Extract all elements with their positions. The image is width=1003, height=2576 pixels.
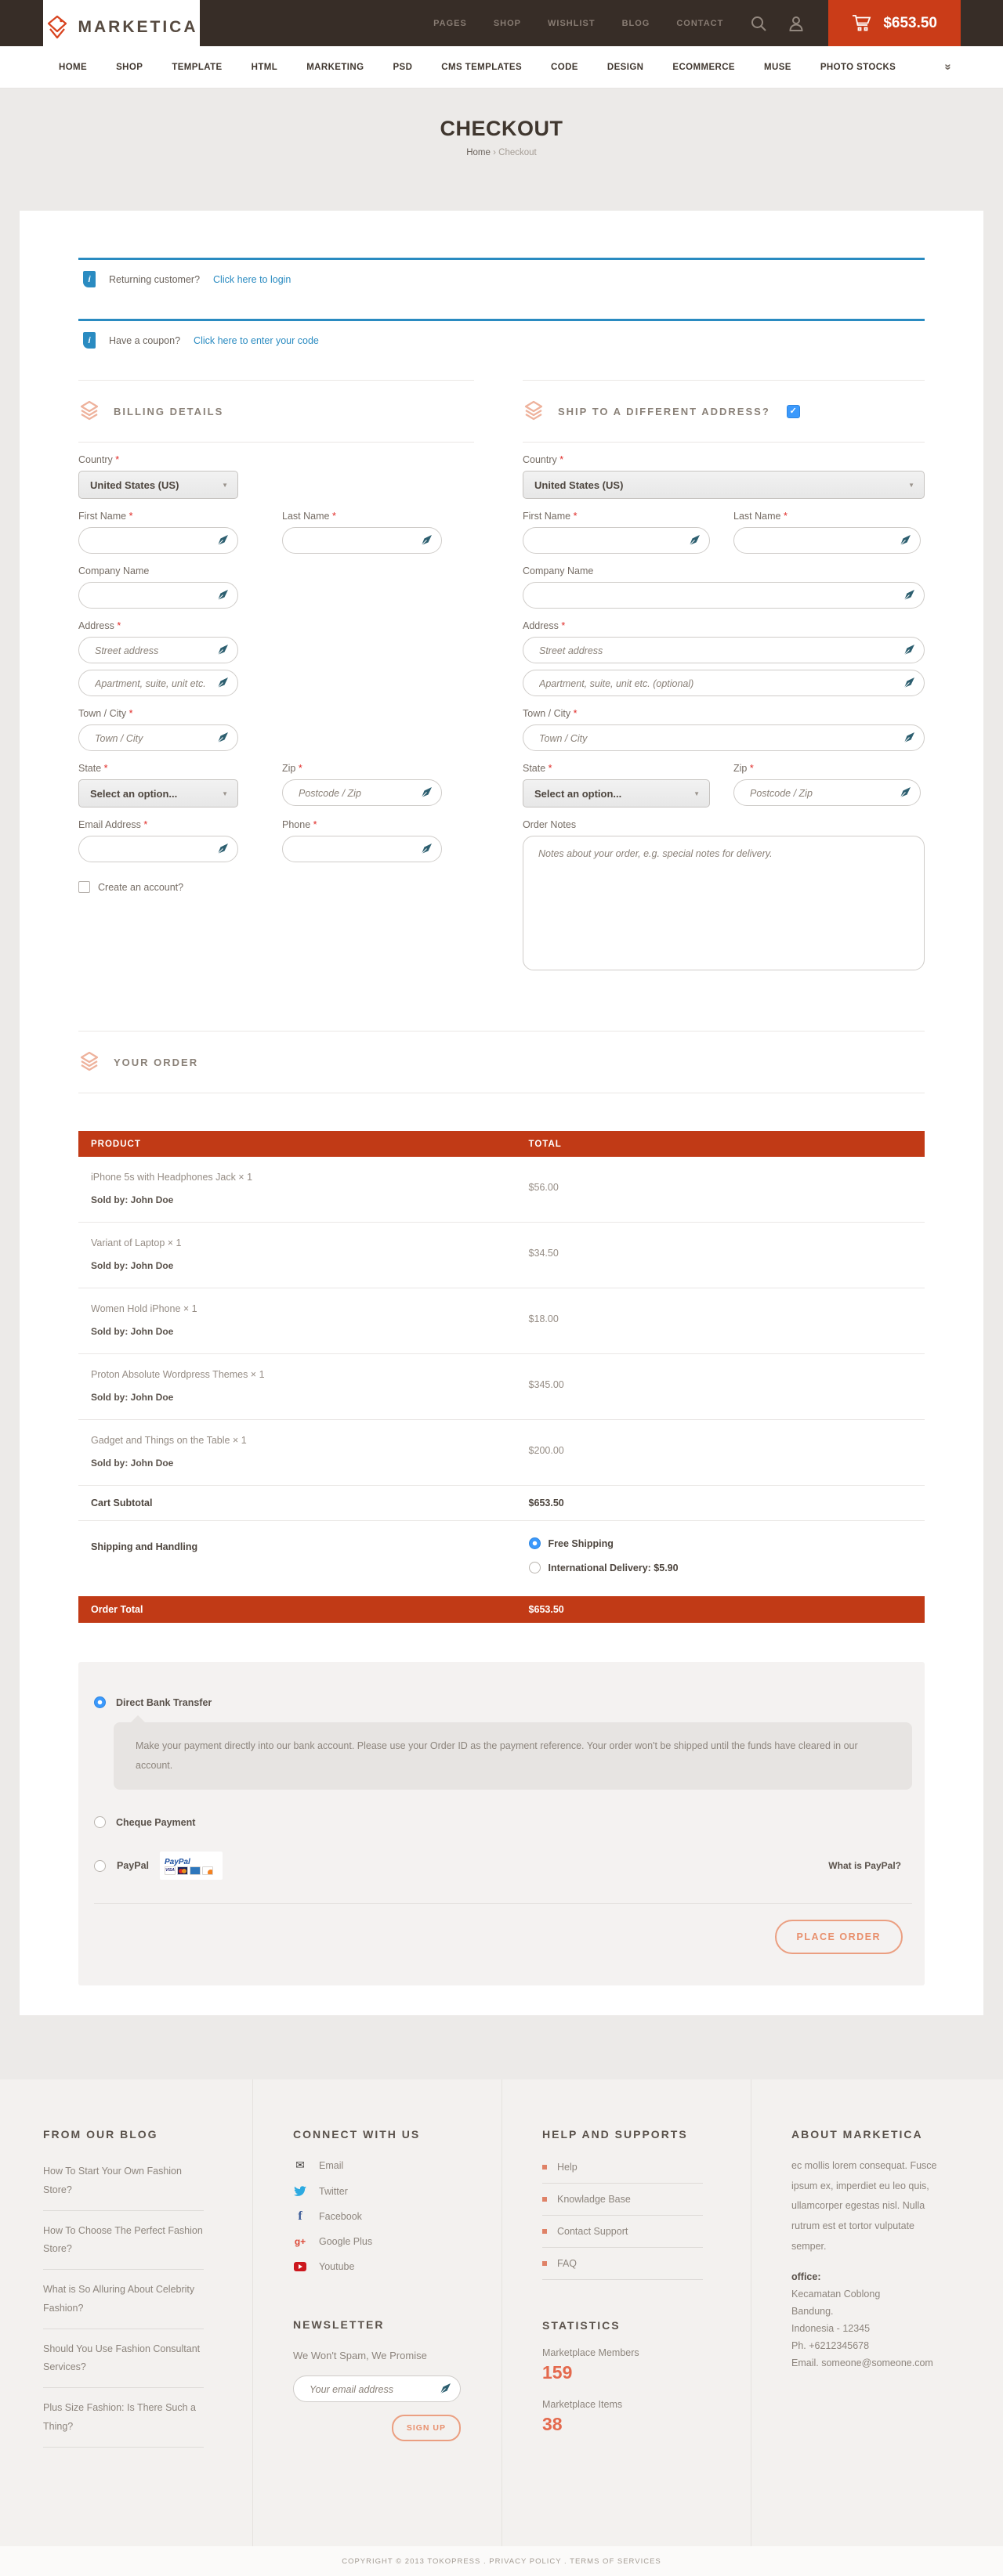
layers-icon [523, 400, 545, 422]
office-address-line: Bandung. [791, 2305, 834, 2317]
square-bullet-icon [542, 2229, 547, 2234]
square-bullet-icon [542, 2165, 547, 2170]
coupon-notice [78, 319, 925, 352]
footer [0, 2079, 1003, 2546]
faq-link[interactable]: FAQ [542, 2248, 703, 2280]
footer-help-title: HELP AND SUPPORTS [542, 2128, 688, 2141]
shipping-zip-label: Zip [733, 763, 748, 774]
search-icon[interactable] [750, 15, 767, 32]
product-total: $34.50 [528, 1248, 559, 1259]
paypal-label: PayPal [117, 1860, 150, 1871]
blog-post-link[interactable]: Plus Size Fashion: Is There Such a Thing? [43, 2388, 204, 2448]
required-mark: * [115, 454, 120, 465]
top-bar [0, 0, 1003, 46]
billing-section-title: BILLING DETAILS [114, 405, 224, 417]
product-name: Gadget and Things on the Table × 1 [91, 1435, 247, 1446]
breadcrumb [0, 148, 1003, 157]
main-nav-psd[interactable]: PSD [393, 62, 413, 72]
shipping-handling-label: Shipping and Handling [91, 1541, 198, 1552]
pen-icon [903, 732, 915, 744]
product-seller: Sold by: John Doe [91, 1392, 174, 1403]
office-label: office: [791, 2271, 821, 2283]
shipping-column: SHIP TO A DIFFERENT ADDRESS? ✓ Country * United States (US) ▼ First Name * Last Name * Company Name Address * Street address Apartment, suite, unit etc. (optional) Town / City * Town / City State * Select an option... ▼ Zip * Postcode / Zip Order Notes Notes about your order, e.g. special notes for delivery. [523, 380, 925, 974]
main-nav-shop[interactable]: SHOP [116, 62, 143, 72]
billing-country-label: Country [78, 454, 113, 465]
shipping-last-name-label: Last Name [733, 511, 781, 522]
newsletter-tagline: We Won't Spam, We Promise [293, 2350, 427, 2361]
office-address-line: Kecamatan Coblong [791, 2289, 881, 2300]
table-row [78, 1223, 925, 1288]
info-icon: i [83, 332, 96, 349]
bank-transfer-description: Make your payment directly into our bank account. Please use your Order ID as the payment reference. Your order won't be shipped until the funds have cleared in our account. [114, 1722, 912, 1790]
info-icon: i [83, 271, 96, 287]
marketplace-members-label: Marketplace Members [542, 2347, 639, 2358]
select-arrow-icon: ▼ [222, 789, 228, 797]
billing-street-field[interactable] [78, 637, 238, 663]
newsletter-title: NEWSLETTER [293, 2318, 385, 2331]
shipping-handling-row [78, 1521, 925, 1596]
shipping-company-label: Company Name [523, 565, 594, 576]
shipping-apartment-field[interactable] [523, 670, 925, 696]
copyright-bar: COPYRIGHT © 2013 TOKOPRESS . PRIVACY POLICY . TERMS OF SERVICES [0, 2546, 1003, 2576]
newsletter-email-input[interactable] [308, 2376, 441, 2403]
billing-phone-label: Phone [282, 819, 311, 830]
billing-column: BILLING DETAILS Country * United States (US) ▼ First Name * Last Name * Company Name Address * Street address Apartment, suite, unit etc. Town / City * Town / City State * Select an option... ▼ Zip * Postcode / Zip Email Address * Phone * Create an account? [78, 380, 474, 974]
paypal-logo: PayPal [165, 1858, 190, 1866]
page-head [0, 89, 1003, 182]
email-icon: ✉ [295, 2159, 305, 2171]
pen-icon [216, 534, 229, 547]
office-address-line: Indonesia - 12345 [791, 2322, 871, 2334]
social-link-facebook[interactable]: f Facebook [293, 2204, 478, 2229]
square-bullet-icon [542, 2197, 547, 2202]
pen-icon [216, 732, 229, 744]
billing-address-label: Address [78, 620, 114, 631]
billing-town-input[interactable] [93, 725, 219, 752]
notice-text: Have a coupon? [109, 334, 181, 346]
visa-card-icon: VISA [165, 1866, 176, 1875]
nav-more-chevron-icon[interactable]: » [941, 63, 955, 70]
cart-subtotal-row [78, 1486, 925, 1521]
newsletter-signup-button[interactable]: SIGN UP [392, 2415, 461, 2441]
billing-apartment-field[interactable] [78, 670, 238, 696]
top-nav-wishlist[interactable]: WISHLIST [548, 18, 596, 28]
shipping-country-select[interactable] [523, 471, 925, 499]
cart-icon [852, 13, 872, 34]
shipping-town-label: Town / City [523, 708, 571, 719]
select-arrow-icon: ▼ [693, 789, 700, 797]
top-nav-blog[interactable]: BLOG [621, 18, 650, 28]
knowledge-base-link[interactable]: Knowladge Base [542, 2184, 703, 2216]
social-link-twitter[interactable]: Twitter [293, 2179, 478, 2204]
shipping-street-input[interactable] [538, 638, 905, 664]
table-row [78, 1354, 925, 1420]
billing-town-label: Town / City [78, 708, 127, 719]
product-total: $18.00 [528, 1313, 559, 1324]
product-seller: Sold by: John Doe [91, 1458, 174, 1469]
cart-subtotal-value: $653.50 [528, 1498, 564, 1508]
order-table-header [78, 1131, 925, 1157]
help-link[interactable]: Help [542, 2151, 703, 2184]
bank-transfer-radio[interactable] [94, 1696, 106, 1708]
checkout-card [20, 211, 983, 2015]
billing-last-name-label: Last Name [282, 511, 330, 522]
cheque-payment-radio[interactable] [94, 1816, 106, 1828]
youtube-icon [293, 2262, 307, 2271]
footer-about-column [751, 2079, 1003, 2546]
shipping-country-label: Country [523, 454, 557, 465]
product-name: Variant of Laptop × 1 [91, 1237, 182, 1248]
billing-zip-label: Zip [282, 763, 296, 774]
user-account-icon[interactable] [788, 15, 805, 32]
international-delivery-label: International Delivery: $5.90 [548, 1562, 679, 1573]
main-nav-muse[interactable]: MUSE [764, 62, 791, 72]
shipping-state-label: State [523, 763, 546, 774]
shipping-address-label: Address [523, 620, 559, 631]
place-order-button[interactable]: PLACE ORDER [775, 1920, 903, 1954]
cart-total: $653.50 [883, 14, 937, 31]
breadcrumb-separator-icon: › [493, 148, 496, 157]
blog-post-link[interactable]: What is So Alluring About Celebrity Fashion? [43, 2270, 204, 2329]
footer-connect-column [252, 2079, 502, 2546]
order-total-label: Order Total [91, 1604, 143, 1615]
billing-last-name-field[interactable] [282, 527, 442, 554]
shipping-town-field[interactable] [523, 724, 925, 751]
brand-logo[interactable] [43, 0, 200, 55]
paypal-cards-badge [160, 1852, 223, 1880]
google-plus-icon: g+ [294, 2236, 306, 2247]
pen-icon [216, 644, 229, 656]
discover-card-icon [202, 1866, 213, 1875]
main-nav-home[interactable]: HOME [59, 62, 88, 72]
billing-state-label: State [78, 763, 102, 774]
billing-email-input[interactable] [93, 836, 219, 863]
create-account-checkbox[interactable] [78, 881, 90, 893]
product-name: Women Hold iPhone × 1 [91, 1303, 197, 1314]
select-arrow-icon: ▼ [222, 481, 228, 489]
billing-state-select[interactable] [78, 779, 238, 807]
billing-zip-field[interactable] [282, 779, 442, 806]
footer-help-column [502, 2079, 751, 2546]
billing-phone-input[interactable] [297, 836, 422, 863]
product-seller: Sold by: John Doe [91, 1194, 174, 1205]
pen-icon [899, 786, 911, 799]
shipping-state-select[interactable] [523, 779, 710, 807]
returning-customer-notice [78, 258, 925, 291]
main-nav-code[interactable]: CODE [551, 62, 578, 72]
pen-icon [420, 843, 433, 855]
product-seller: Sold by: John Doe [91, 1326, 174, 1337]
breadcrumb-home[interactable]: Home [466, 148, 491, 157]
shipping-apartment-input[interactable] [538, 670, 905, 697]
footer-blog-title: FROM OUR BLOG [43, 2128, 158, 2141]
what-is-paypal-link[interactable]: What is PayPal? [828, 1860, 901, 1871]
order-review-table [78, 1131, 925, 1623]
table-row [78, 1420, 925, 1486]
shipping-street-field[interactable] [523, 637, 925, 663]
marketplace-members-value: 159 [542, 2362, 573, 2383]
paypal-radio[interactable] [94, 1860, 106, 1872]
office-phone: Ph. +6212345678 [791, 2339, 870, 2351]
top-nav-contact[interactable]: CONTACT [676, 18, 724, 28]
table-row [78, 1288, 925, 1354]
page-title: CHECKOUT [440, 117, 563, 140]
product-name: iPhone 5s with Headphones Jack × 1 [91, 1172, 253, 1183]
pen-icon [216, 677, 229, 689]
billing-email-label: Email Address [78, 819, 141, 830]
blog-post-link[interactable]: How To Choose The Perfect Fashion Store? [43, 2211, 204, 2271]
shipping-company-field[interactable] [523, 582, 925, 609]
pen-icon [216, 843, 229, 855]
shipping-first-name-field[interactable] [523, 527, 710, 554]
your-order-section-title: YOUR ORDER [114, 1056, 199, 1068]
order-notes-textarea[interactable] [523, 836, 925, 970]
table-row [78, 1157, 925, 1223]
billing-phone-field[interactable] [282, 836, 442, 862]
pen-icon [420, 786, 433, 799]
order-notes-label: Order Notes [523, 819, 577, 830]
billing-company-input[interactable] [93, 583, 219, 609]
billing-zip-input[interactable] [297, 780, 422, 807]
billing-street-input[interactable] [93, 638, 219, 664]
main-nav-html[interactable]: HTML [251, 62, 278, 72]
pen-icon [899, 534, 911, 547]
cheque-payment-label: Cheque Payment [116, 1816, 196, 1828]
product-total: $200.00 [528, 1445, 564, 1456]
pen-icon [420, 534, 433, 547]
main-nav-photo-stocks[interactable]: PHOTO STOCKS [820, 62, 896, 72]
blog-post-link[interactable]: How To Start Your Own Fashion Store? [43, 2151, 204, 2211]
statistics-title: STATISTICS [542, 2319, 621, 2332]
tag-logo-icon [45, 15, 69, 40]
main-nav-cms-templates[interactable]: CMS TEMPLATES [441, 62, 523, 72]
shipping-state-value: Select an option... [534, 787, 622, 800]
shipping-first-name-input[interactable] [538, 528, 690, 555]
billing-apartment-input[interactable] [93, 670, 219, 697]
cart-button[interactable] [828, 0, 961, 46]
billing-email-field[interactable] [78, 836, 238, 862]
free-shipping-label: Free Shipping [548, 1537, 614, 1549]
notice-text: Returning customer? [109, 273, 201, 285]
newsletter-section [293, 2318, 461, 2441]
total-column-header: TOTAL [528, 1139, 562, 1149]
amex-card-icon [190, 1866, 201, 1875]
main-nav-design[interactable]: DESIGN [607, 62, 644, 72]
mastercard-card-icon [177, 1866, 188, 1875]
statistics-section [542, 2319, 727, 2435]
marketplace-items-label: Marketplace Items [542, 2399, 623, 2410]
shipping-first-name-label: First Name [523, 511, 571, 522]
coupon-link[interactable]: Click here to enter your code [194, 334, 319, 346]
ship-different-address-checkbox[interactable]: ✓ [787, 405, 800, 418]
square-bullet-icon [542, 2261, 547, 2266]
product-total: $345.00 [528, 1379, 564, 1390]
contact-support-link[interactable]: Contact Support [542, 2216, 703, 2248]
shipping-zip-input[interactable] [748, 780, 901, 807]
about-text: ec mollis lorem consequat. Fusce ipsum ex, imperdiet eu leo quis, ullamcorper egestas nisl. Nulla rutrum est et tortor vulputate semper. [791, 2160, 937, 2252]
select-arrow-icon: ▼ [908, 481, 914, 489]
billing-country-value: United States (US) [90, 479, 179, 491]
shipping-company-input[interactable] [538, 583, 905, 609]
product-total: $56.00 [528, 1182, 559, 1193]
pen-icon [688, 534, 701, 547]
billing-last-name-input[interactable] [297, 528, 422, 555]
login-link[interactable]: Click here to login [213, 273, 291, 285]
brand-name: MARKETICA [78, 18, 198, 36]
billing-first-name-input[interactable] [93, 528, 219, 555]
billing-state-value: Select an option... [90, 787, 178, 800]
billing-first-name-field[interactable] [78, 527, 238, 554]
shipping-section-title: SHIP TO A DIFFERENT ADDRESS? [558, 405, 770, 417]
billing-company-field[interactable] [78, 582, 238, 609]
shipping-last-name-field[interactable] [733, 527, 921, 554]
shipping-country-value: United States (US) [534, 479, 624, 491]
payment-methods-box [78, 1662, 925, 1985]
billing-town-field[interactable] [78, 724, 238, 751]
shipping-last-name-input[interactable] [748, 528, 901, 555]
pen-icon [216, 589, 229, 602]
billing-first-name-label: First Name [78, 511, 127, 522]
newsletter-email-field[interactable] [293, 2375, 461, 2402]
bank-transfer-label: Direct Bank Transfer [116, 1696, 212, 1708]
shipping-town-input[interactable] [538, 725, 905, 752]
pen-icon [903, 589, 915, 602]
social-link-email[interactable]: ✉ Email [293, 2151, 478, 2179]
facebook-icon: f [298, 2209, 302, 2223]
footer-connect-title: CONNECT WITH US [293, 2128, 421, 2141]
layers-icon [78, 400, 100, 422]
footer-blog-column [0, 2079, 252, 2546]
product-column-header: PRODUCT [91, 1139, 141, 1149]
main-nav-ecommerce[interactable]: ECOMMERCE [672, 62, 736, 72]
marketplace-items-value: 38 [542, 2414, 563, 2434]
product-seller: Sold by: John Doe [91, 1260, 174, 1271]
twitter-icon [293, 2186, 307, 2197]
pen-icon [903, 644, 915, 656]
top-nav-shop[interactable]: SHOP [493, 18, 521, 28]
breadcrumb-current: Checkout [498, 148, 537, 157]
create-account-label: Create an account? [98, 881, 184, 893]
top-nav-pages[interactable]: PAGES [433, 18, 467, 28]
shipping-zip-field[interactable] [733, 779, 921, 806]
pen-icon [903, 677, 915, 689]
social-link-google-plus[interactable]: g+ Google Plus [294, 2236, 373, 2247]
cart-subtotal-label: Cart Subtotal [91, 1498, 153, 1508]
pen-icon [439, 2383, 451, 2395]
billing-country-select[interactable] [78, 471, 238, 499]
blog-post-link[interactable]: Should You Use Fashion Consultant Services? [43, 2329, 204, 2389]
footer-about-title: ABOUT MARKETICA [791, 2128, 923, 2141]
free-shipping-radio[interactable] [529, 1537, 541, 1549]
main-nav-template[interactable]: TEMPLATE [172, 62, 223, 72]
top-nav [433, 19, 723, 28]
billing-company-label: Company Name [78, 565, 150, 576]
order-total-value: $653.50 [528, 1604, 564, 1615]
social-link-youtube[interactable]: Youtube [293, 2254, 478, 2279]
order-total-row [78, 1596, 925, 1623]
layers-icon [78, 1051, 100, 1073]
international-delivery-radio[interactable] [529, 1562, 541, 1573]
main-nav-marketing[interactable]: MARKETING [306, 62, 364, 72]
product-name: Proton Absolute Wordpress Themes × 1 [91, 1369, 265, 1380]
office-email: Email. someone@someone.com [791, 2357, 933, 2368]
